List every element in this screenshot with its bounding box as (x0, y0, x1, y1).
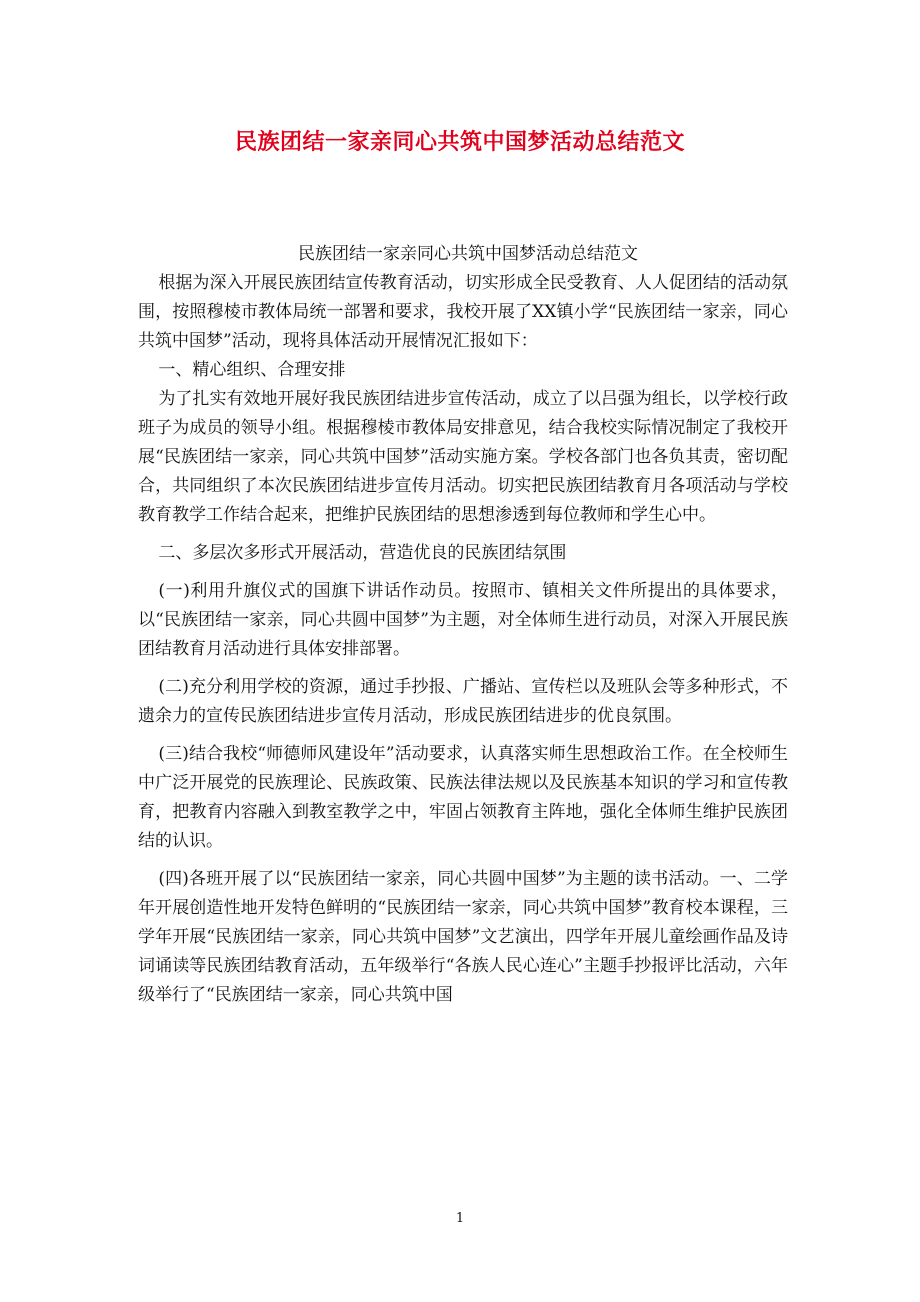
paragraph-intro: 根据为深入开展民族团结宣传教育活动，切实形成全民受教育、人人促团结的活动氛围，按照穆棱市教体局统一部署和要求，我校开展了XX镇小学“民族团结一家亲，同心共筑中国梦”活动，现将具体活动开展情况汇报如下： (138, 273, 788, 351)
document-title: 民族团结一家亲同心共筑中国梦活动总结范文 (234, 130, 685, 155)
page-number: 1 (455, 1211, 465, 1226)
paragraph-item-3: (三)结合我校“师德师风建设年”活动要求，认真落实师生思想政治工作。在全校师生中广泛开展党的民族理论、民族政策、民族法律法规以及民族基本知识的学习和宣传教育，把教育内容融入到教室教学之中，牢固占领教育主阵地，强化全体师生维护民族团结的认识。 (138, 744, 788, 851)
paragraph-item-2: (二)充分利用学校的资源，通过手抄报、广播站、宣传栏以及班队会等多种形式，不遗余力的宣传民族团结进步宣传月活动，形成民族团结进步的优良氛围。 (138, 677, 788, 726)
paragraph-item-1: (一)利用升旗仪式的国旗下讲话作动员。按照市、镇相关文件所提出的具体要求，以“民族团结一家亲，同心共圆中国梦”为主题，对全体师生进行动员，对深入开展民族团结教育月活动进行具体安排部署。 (138, 581, 788, 659)
document-body (138, 240, 788, 1010)
section-heading-2: 二、多层次多形式开展活动，营造优良的民族团结氛围 (158, 543, 567, 563)
section-heading-1: 一、精心组织、合理安排 (158, 360, 346, 380)
paragraph-item-4: (四)各班开展了以“民族团结一家亲，同心共圆中国梦”为主题的读书活动。一、二学年开展创造性地开发特色鲜明的“民族团结一家亲，同心共筑中国梦”教育校本课程，三学年开展“民族团结一家亲，同心共筑中国梦”文艺演出，四学年开展儿童绘画作品及诗词诵读等民族团结教育活动，五年级举行“各族人民心连心”主题手抄报评比活动，六年级举行了“民族团结一家亲，同心共筑中国 (138, 869, 788, 1005)
document-subtitle: 民族团结一家亲同心共筑中国梦活动总结范文 (298, 244, 638, 264)
paragraph-organization: 为了扎实有效地开展好我民族团结进步宣传活动，成立了以吕强为组长，以学校行政班子为成员的领导小组。根据穆棱市教体局安排意见，结合我校实际情况制定了我校开展“民族团结一家亲，同心共筑中国梦”活动实施方案。学校各部门也各负其责，密切配合，共同组织了本次民族团结进步宣传月活动。切实把民族团结教育月各项活动与学校教育教学工作结合起来，把维护民族团结的思想渗透到每位教师和学生心中。 (138, 389, 788, 525)
